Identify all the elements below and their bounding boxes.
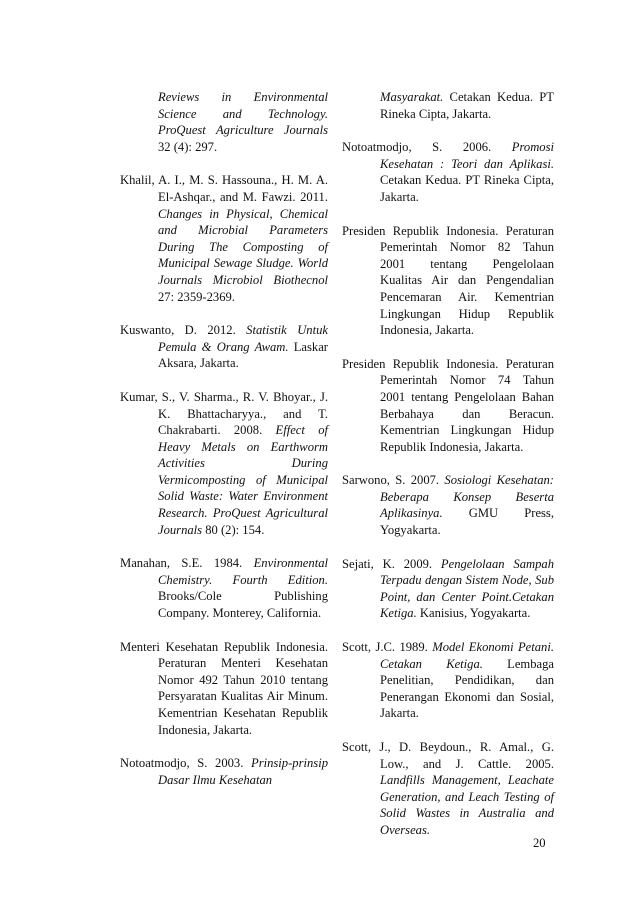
reference-title: Environmental Chemistry. Fourth Edition. xyxy=(158,556,328,587)
reference-entry-cont-2 xyxy=(342,89,554,122)
reference-title: Pengelolaan Sampah Terpadu dengan Sistem Node, Sub Point, dan Center Point.Cetakan Ketiga. xyxy=(380,556,554,621)
reference-text: GMU Press, Yogyakarta. xyxy=(380,506,554,538)
reference-entry-kumar xyxy=(120,389,328,538)
reference-text: Notoatmodjo, S. 2006. xyxy=(342,140,512,155)
reference-entry-presiden-74 xyxy=(342,356,554,456)
reference-title: Prinsip-prinsip Dasar Ilmu Kesehatan xyxy=(158,756,328,787)
reference-title: Sosiologi Kesehatan: Beberapa Konsep Beserta Aplikasinya. xyxy=(380,473,554,521)
reference-text: 27: 2359-2369. xyxy=(158,289,235,304)
reference-text: Cetakan Kedua. PT Rineka Cipta, Jakarta. xyxy=(380,90,554,121)
reference-text: Sarwono, S. 2007. xyxy=(342,473,445,488)
reference-entry-notoatmodjo-2006 xyxy=(342,139,554,205)
reference-text: Cetakan Kedua. PT Rineka Cipta, Jakarta. xyxy=(380,173,554,204)
reference-entry-manahan xyxy=(120,555,328,621)
reference-text: Presiden Republik Indonesia. Peraturan Pemerintah Nomor 74 Tahun 2001 tentang Pengelolaan Bahan Berbahaya dan Beracun. Kementrian Lingkungan Hidup Republik Indonesia, Jakarta. xyxy=(342,356,554,454)
reference-entry-scott-2005 xyxy=(342,739,554,839)
reference-text: Manahan, S.E. 1984. xyxy=(120,556,254,571)
reference-text: Kanisius, Yogyakarta. xyxy=(416,606,531,621)
reference-text: Lembaga Penelitian, Pendidikan, dan Penerangan Ekonomi dan Sosial, Jakarta. xyxy=(380,656,554,721)
reference-entry-scott-1989 xyxy=(342,639,554,722)
reference-text: Scott, J., D. Beydoun., R. Amal., G. Low., and J. Cattle. 2005. xyxy=(342,740,554,771)
reference-text: Brooks/Cole Publishing Company. Monterey, California. xyxy=(158,589,328,621)
reference-entry-sejati xyxy=(342,556,554,622)
reference-entry-khalil xyxy=(120,172,328,305)
reference-entry-presiden-82 xyxy=(342,223,554,339)
reference-title: Promosi Kesehatan : Teori dan Aplikasi. xyxy=(380,140,554,171)
reference-entry-menteri xyxy=(120,639,328,739)
reference-text: Scott, J.C. 1989. xyxy=(342,640,433,655)
reference-text: 80 (2): 154. xyxy=(202,522,265,537)
right-reference-column xyxy=(342,89,554,856)
reference-text: 32 (4): 297. xyxy=(158,139,218,154)
reference-title: Effect of Heavy Metals on Earthworm Activities During Vermicomposting of Municipal Solid Waste: Water Environment Research. ProQuest Agricultural Journals xyxy=(158,423,328,537)
reference-entry-notoatmodjo-2003 xyxy=(120,755,328,788)
reference-text: Khalil, A. I., M. S. Hassouna., H. M. A. El-Ashqar., and M. Fawzi. 2011. xyxy=(120,173,328,204)
reference-text: Kuswanto, D. 2012. xyxy=(120,323,247,338)
reference-title: Model Ekonomi Petani. Cetakan Ketiga. xyxy=(380,640,555,671)
reference-title: Masyarakat. xyxy=(380,90,444,104)
reference-entry-cont-1 xyxy=(120,89,328,155)
reference-entry-kuswanto xyxy=(120,322,328,372)
reference-title: Reviews in Environmental Science and Technology. ProQuest Agriculture Journals xyxy=(158,90,328,138)
reference-title: Statistik Untuk Pemula & Orang Awam. xyxy=(158,323,328,354)
reference-text: Notoatmodjo, S. 2003. xyxy=(120,756,252,771)
reference-entry-sarwono xyxy=(342,472,554,538)
reference-text: Sejati, K. 2009. xyxy=(342,556,441,571)
reference-text: Kumar, S., V. Sharma., R. V. Bhoyar., J. K. Bhattacharyya., and T. Chakrabarti. 2008. xyxy=(120,389,328,438)
reference-text: Laskar Aksara, Jakarta. xyxy=(158,339,328,371)
reference-text: Menteri Kesehatan Republik Indonesia. Peraturan Menteri Kesehatan Nomor 492 Tahun 2010 tentang Persyaratan Kualitas Air Minum. Kementrian Kesehatan Republik Indonesia, Jakarta. xyxy=(120,639,328,737)
page-number: 20 xyxy=(533,836,546,850)
reference-title: Changes in Physical, Chemical and Microbial Parameters During The Composting of Municipal Sewage Sludge. World Journals Microbiol Biothecnol xyxy=(158,206,328,287)
left-reference-column xyxy=(120,89,328,805)
reference-title: Landfills Management, Leachate Generation, and Leach Testing of Solid Wastes in Australia and Overseas. xyxy=(380,773,554,837)
reference-text: Presiden Republik Indonesia. Peraturan Pemerintah Nomor 82 Tahun 2001 tentang Pengelolaan Kualitas Air dan Pengendalian Pencemaran Air. Kementrian Lingkungan Hidup Republik Indonesia, Jakarta. xyxy=(342,223,554,338)
